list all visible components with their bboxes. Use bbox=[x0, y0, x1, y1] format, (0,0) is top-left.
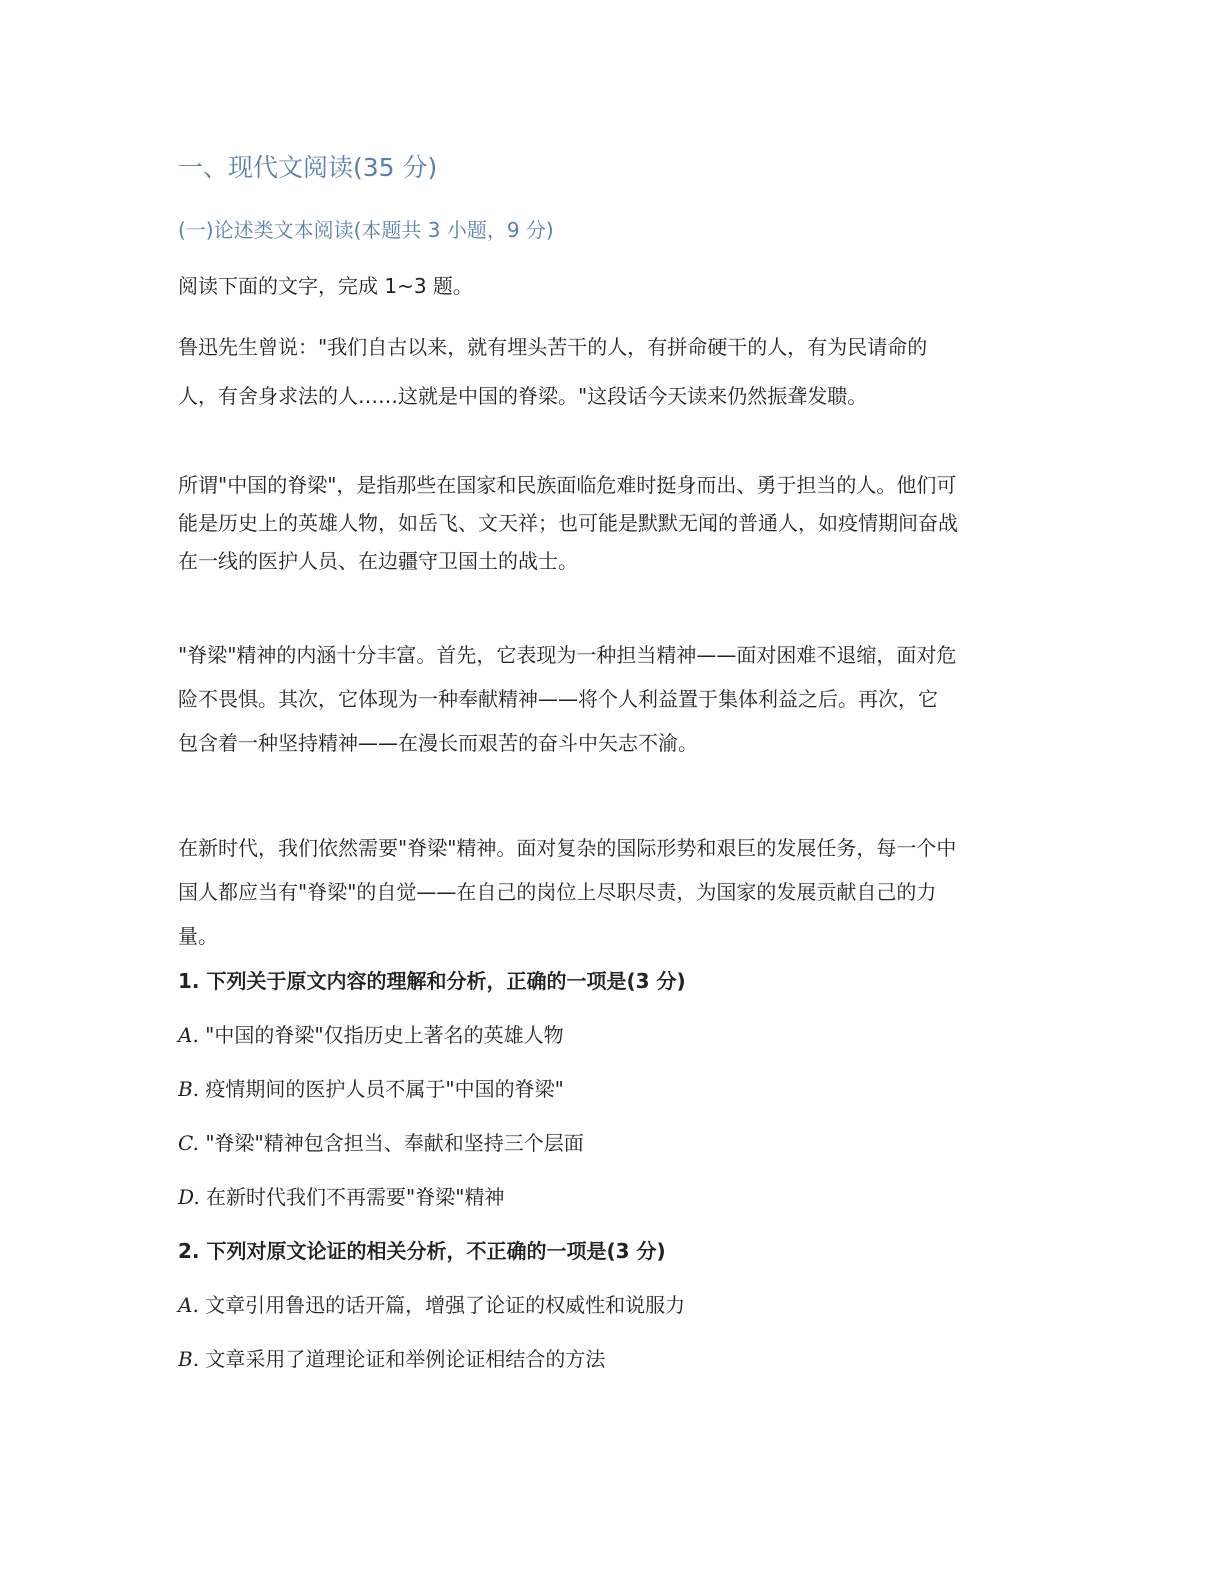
question-1-stem: 1. 下列关于原文内容的理解和分析，正确的一项是(3 分) bbox=[178, 969, 686, 993]
paragraph-line: 在新时代，我们依然需要"脊梁"精神。面对复杂的国际形势和艰巨的发展任务，每一个中 bbox=[178, 836, 957, 860]
option-letter: A. bbox=[178, 1293, 199, 1317]
option-letter: B. bbox=[178, 1347, 200, 1371]
passage-paragraph-4 bbox=[178, 826, 1038, 958]
paragraph-line: "脊梁"精神的内涵十分丰富。首先，它表现为一种担当精神——面对困难不退缩，面对危 bbox=[178, 643, 957, 667]
paragraph-line: 鲁迅先生曾说："我们自古以来，就有埋头苦干的人，有拼命硬干的人，有为民请命的 bbox=[178, 335, 928, 359]
question-2-option-b bbox=[178, 1344, 605, 1374]
option-text: "脊梁"精神包含担当、奉献和坚持三个层面 bbox=[205, 1131, 584, 1155]
option-text: 在新时代我们不再需要"脊梁"精神 bbox=[206, 1185, 505, 1209]
paragraph-line: 所谓"中国的脊梁"，是指那些在国家和民族面临危难时挺身而出、勇于担当的人。他们可 bbox=[178, 473, 957, 497]
paragraph-line: 能是历史上的英雄人物，如岳飞、文天祥；也可能是默默无闻的普通人，如疫情期间奋战 bbox=[178, 511, 958, 535]
option-text: 文章引用鲁迅的话开篇，增强了论证的权威性和说服力 bbox=[205, 1293, 686, 1317]
question-1-option-b bbox=[178, 1074, 564, 1104]
passage-paragraph-2 bbox=[178, 466, 1038, 580]
paragraph-line: 人，有舍身求法的人……这就是中国的脊梁。"这段话今天读来仍然振聋发聩。 bbox=[178, 384, 868, 408]
paragraph-line: 量。 bbox=[178, 924, 218, 948]
option-letter: C. bbox=[178, 1131, 199, 1155]
option-letter: A. bbox=[178, 1023, 199, 1047]
section-title: 一、现代文阅读(35 分) bbox=[178, 153, 438, 182]
option-text: 文章采用了道理论证和举例论证相结合的方法 bbox=[205, 1347, 606, 1371]
paragraph-line: 包含着一种坚持精神——在漫长而艰苦的奋斗中矢志不渝。 bbox=[178, 731, 698, 755]
paragraph-line: 险不畏惧。其次，它体现为一种奉献精神——将个人利益置于集体利益之后。再次，它 bbox=[178, 687, 938, 711]
passage-paragraph-3 bbox=[178, 633, 1038, 765]
question-1-option-c bbox=[178, 1128, 584, 1158]
reading-instruction: 阅读下面的文字，完成 1~3 题。 bbox=[178, 274, 473, 298]
option-letter: B. bbox=[178, 1077, 200, 1101]
option-text: "中国的脊梁"仅指历史上著名的英雄人物 bbox=[205, 1023, 564, 1047]
option-text: 疫情期间的医护人员不属于"中国的脊梁" bbox=[205, 1077, 564, 1101]
question-1-option-d bbox=[178, 1182, 504, 1212]
question-2-stem: 2. 下列对原文论证的相关分析，不正确的一项是(3 分) bbox=[178, 1239, 666, 1263]
option-letter: D. bbox=[178, 1185, 200, 1209]
section-subtitle: (一)论述类文本阅读(本题共 3 小题，9 分) bbox=[178, 218, 554, 242]
passage-paragraph-1 bbox=[178, 323, 1038, 421]
question-2-option-a bbox=[178, 1290, 685, 1320]
question-1-option-a bbox=[178, 1020, 564, 1050]
paragraph-line: 在一线的医护人员、在边疆守卫国土的战士。 bbox=[178, 549, 578, 573]
paragraph-line: 国人都应当有"脊梁"的自觉——在自己的岗位上尽职尽责，为国家的发展贡献自己的力 bbox=[178, 880, 937, 904]
